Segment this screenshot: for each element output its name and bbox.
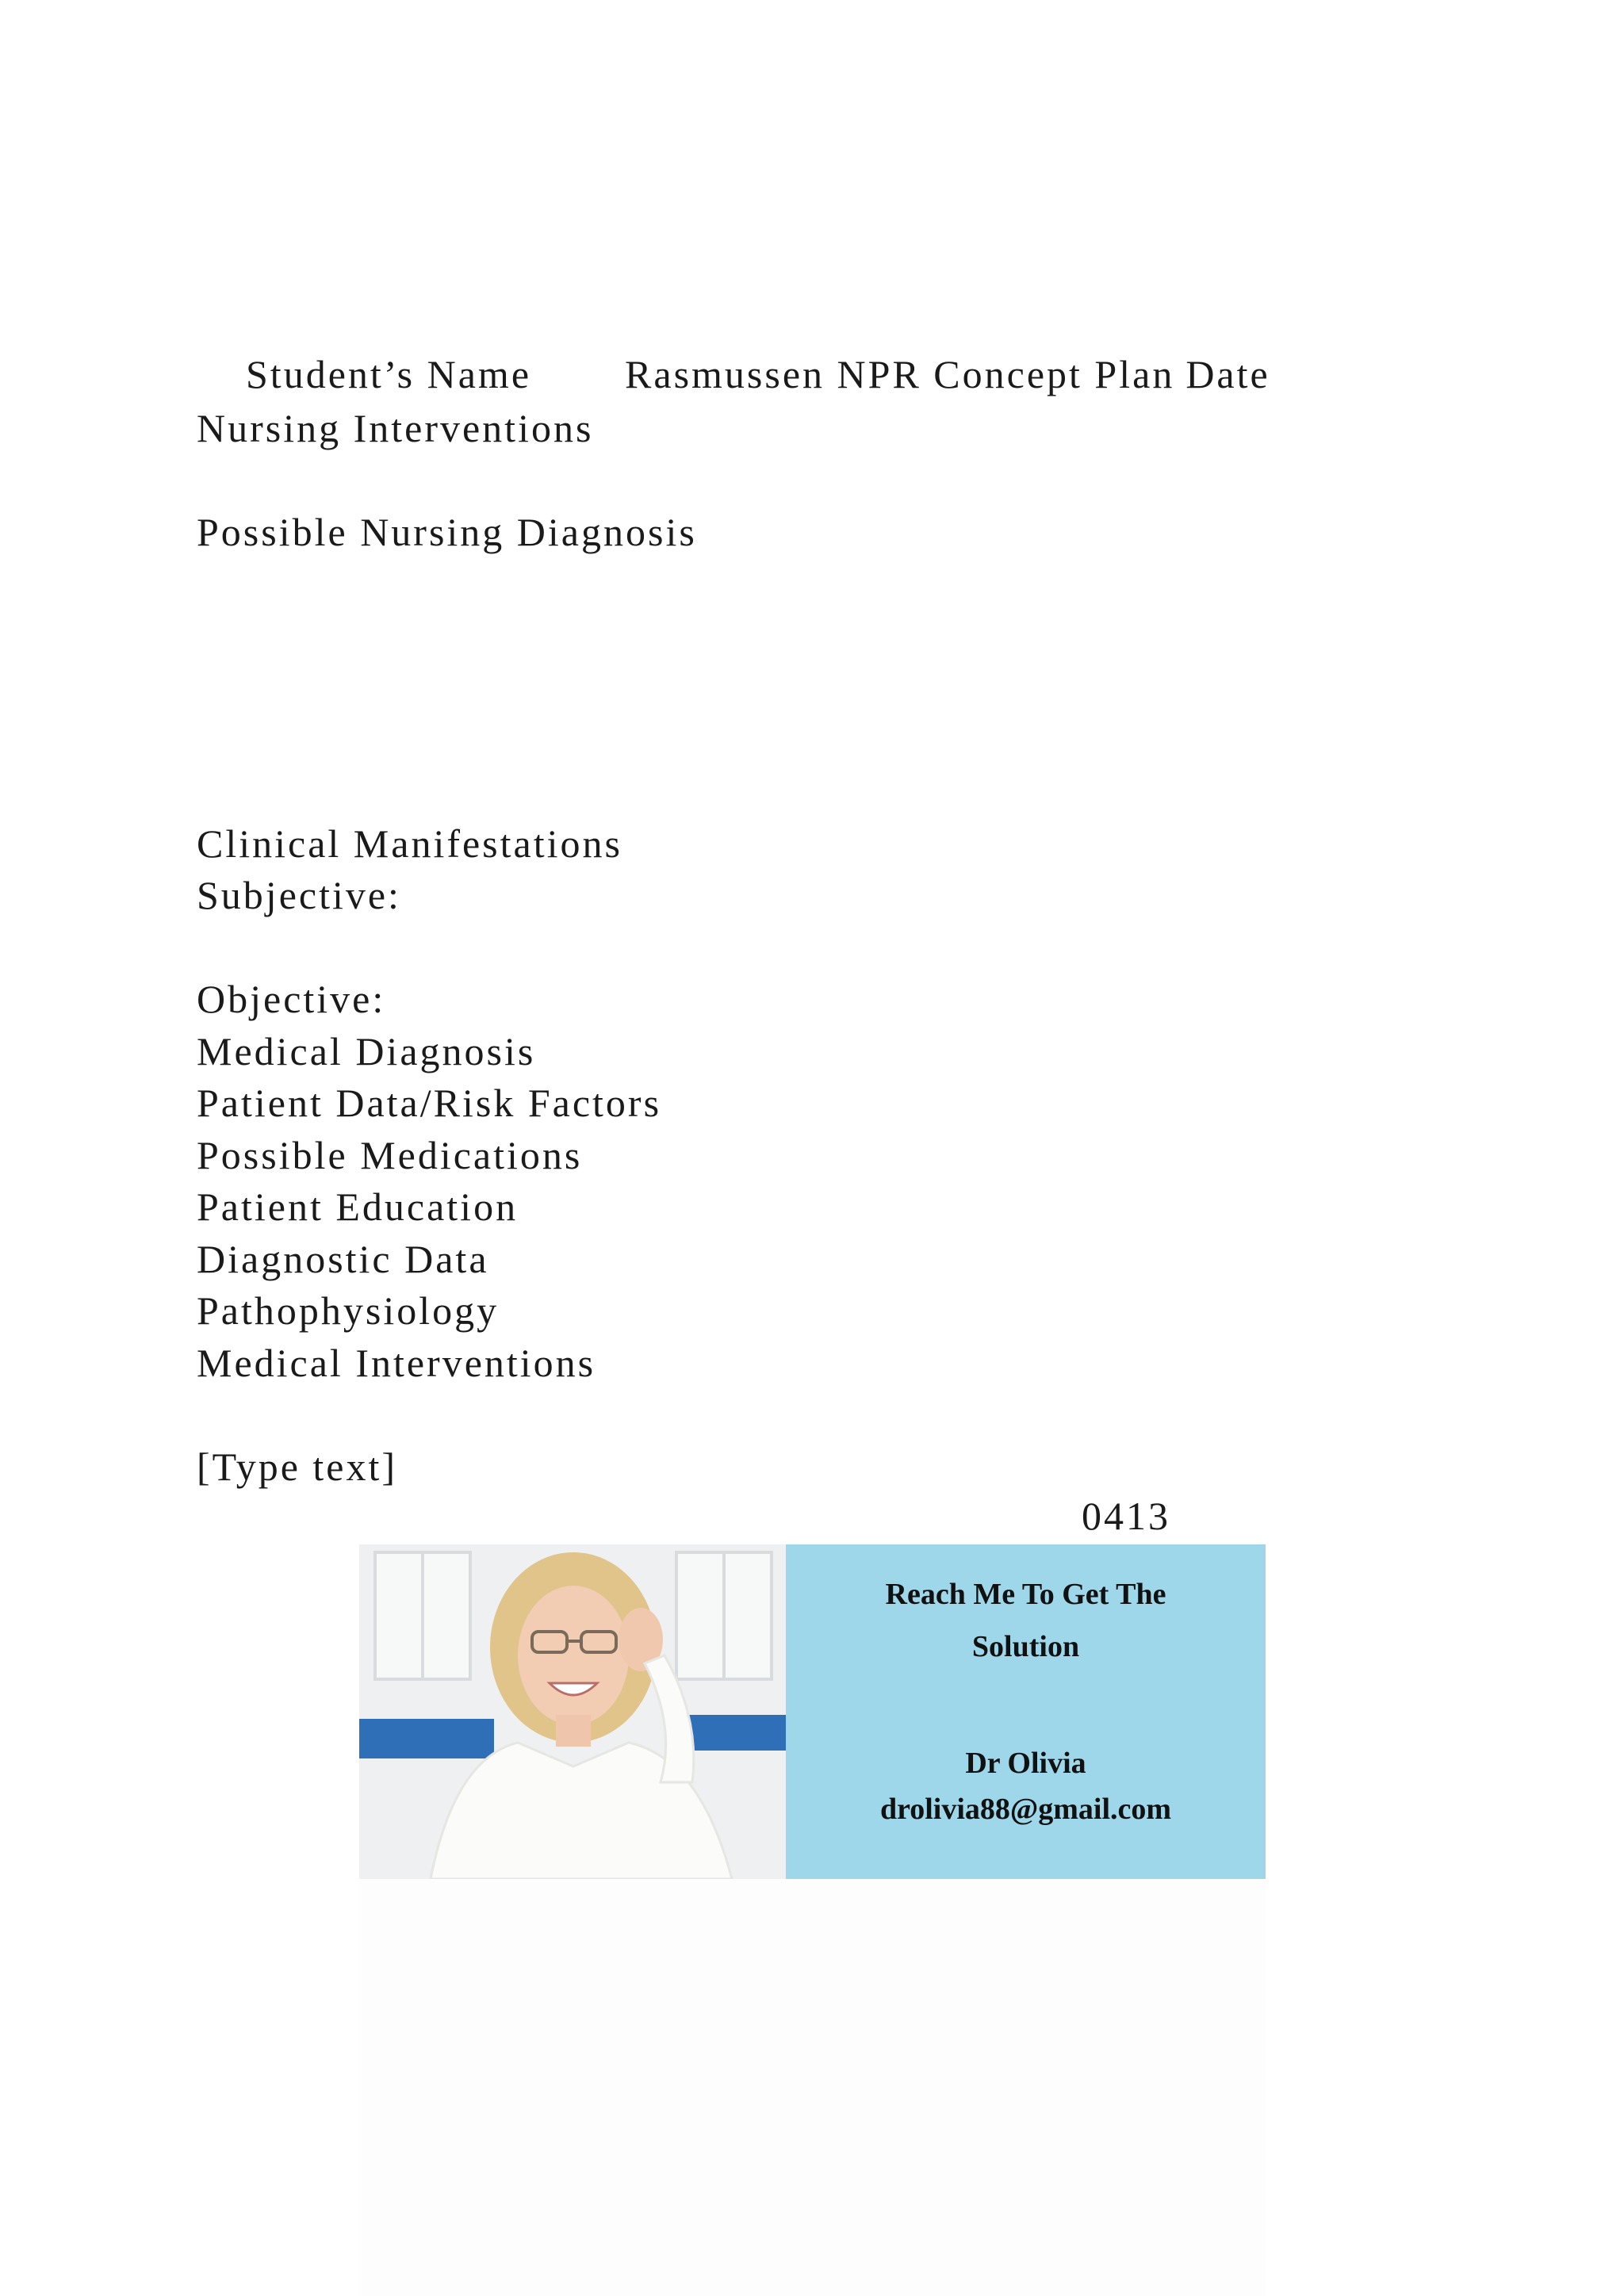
contact-email-link[interactable]: drolivia88@gmail.com [879, 1793, 1172, 1826]
objective-label: Objective: [197, 977, 386, 1021]
date-label: Date [1185, 352, 1270, 396]
contact-panel [786, 1544, 1266, 1879]
contact-cta [786, 1568, 1266, 1673]
pathophysiology-heading: Pathophysiology [197, 1288, 500, 1333]
clinical-manifestations-heading: Clinical Manifestations [197, 821, 622, 866]
promo-banner [359, 1544, 1266, 1879]
blank-image-area [359, 1879, 1266, 2296]
type-text-placeholder: [Type text] [197, 1445, 398, 1489]
possible-medications-heading: Possible Medications [197, 1133, 583, 1177]
person-photo [359, 1544, 786, 1879]
person-photo-illustration [359, 1544, 786, 1879]
medical-interventions-heading: Medical Interventions [197, 1341, 596, 1385]
document-title: Rasmussen NPR Concept Plan [625, 352, 1175, 396]
student-name-label: Student’s Name [246, 352, 532, 396]
possible-nursing-diagnosis-heading: Possible Nursing Diagnosis [197, 510, 697, 554]
cta-line-2: Solution [971, 1630, 1080, 1663]
subjective-label: Subjective: [197, 873, 401, 917]
page-code: 0413 [1082, 1494, 1170, 1538]
contact-name: Dr Olivia [965, 1747, 1086, 1780]
diagnostic-data-heading: Diagnostic Data [197, 1237, 489, 1281]
patient-education-heading: Patient Education [197, 1184, 519, 1229]
nursing-interventions-heading: Nursing Interventions [197, 406, 594, 450]
cta-line-1: Reach Me To Get The [885, 1578, 1166, 1611]
patient-data-heading: Patient Data/Risk Factors [197, 1081, 662, 1125]
medical-diagnosis-heading: Medical Diagnosis [197, 1029, 536, 1073]
